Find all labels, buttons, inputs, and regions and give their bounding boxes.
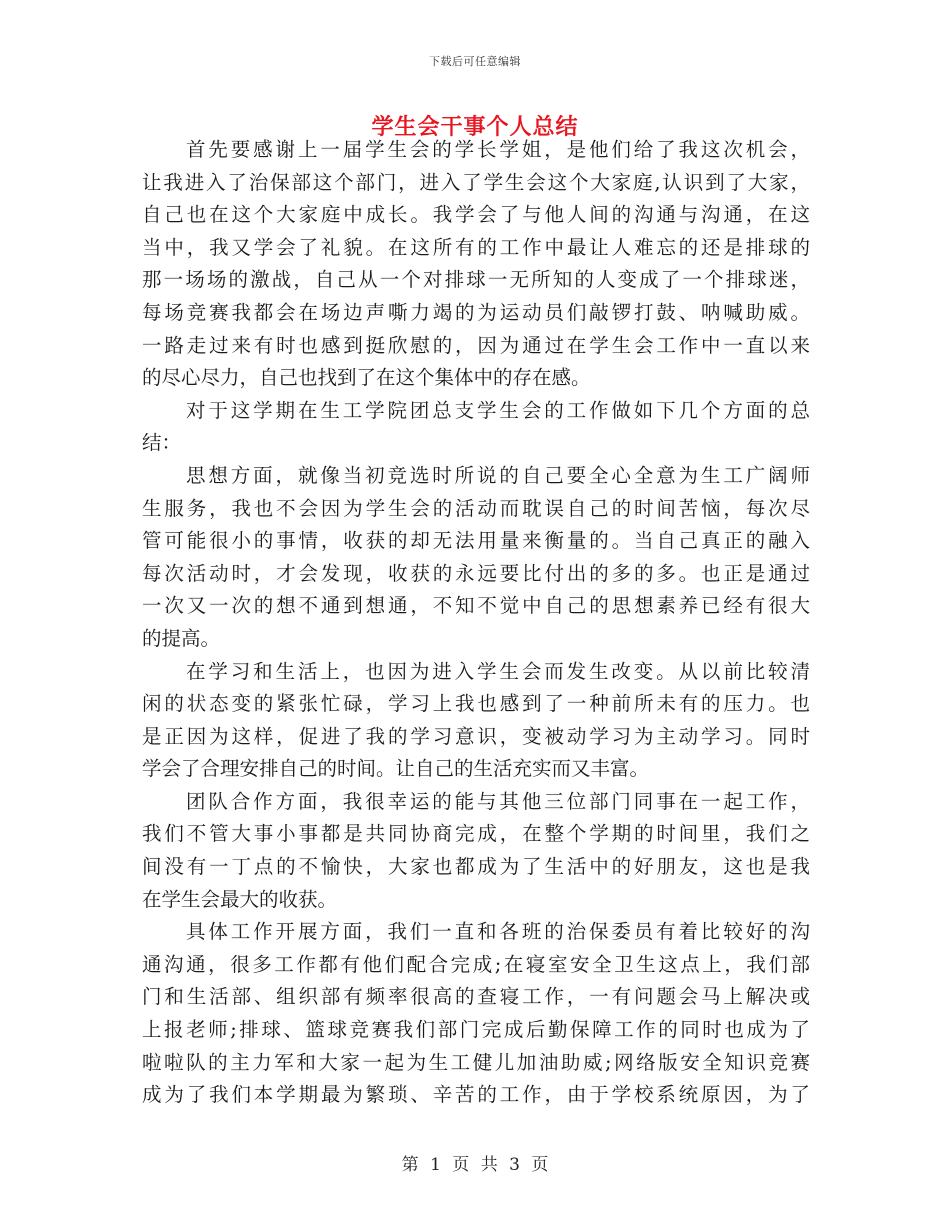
text-line: 间没有一丁点的不愉快，大家也都成为了生活中的好朋友，这也是我 bbox=[142, 855, 810, 879]
text-line: 门和生活部、组织部有频率很高的查寝工作，一有问题会马上解决或 bbox=[142, 985, 810, 1009]
text-line: 让我进入了治保部这个部门，进入了学生会这个大家庭,认识到了大家， bbox=[142, 170, 810, 194]
text-line: 啦啦队的主力军和大家一起为生工健儿加油助威;网络版安全知识竞赛 bbox=[142, 1050, 810, 1074]
header-note: 下载后可任意编辑 bbox=[429, 55, 521, 68]
text-line: 管可能很小的事情，收获的却无法用量来衡量的。当自己真正的融入 bbox=[142, 529, 810, 553]
text-line: 结： bbox=[142, 431, 182, 455]
text-line: 每次活动时，才会发现，收获的永远要比付出的多的多。也正是通过 bbox=[142, 561, 810, 585]
text-line: 上报老师;排球、篮球竞赛我们部门完成后勤保障工作的同时也成为了 bbox=[142, 1018, 810, 1042]
page-number-footer: 第 1 页 共 3 页 bbox=[401, 1155, 549, 1175]
text-line: 成为了我们本学期最为繁琐、辛苦的工作，由于学校系统原因，为了 bbox=[142, 1083, 810, 1107]
text-line: 我们不管大事小事都是共同协商完成，在整个学期的时间里，我们之 bbox=[142, 822, 810, 846]
text-line: 一次又一次的想不通到想通，不知不觉中自己的思想素养已经有很大 bbox=[142, 594, 810, 618]
text-line: 一路走过来有时也感到挺欣慰的，因为通过在学生会工作中一直以来 bbox=[142, 333, 810, 357]
text-line: 是正因为这样，促进了我的学习意识，变被动学习为主动学习。同时 bbox=[142, 724, 810, 748]
text-line: 在学生会最大的收获。 bbox=[142, 887, 338, 911]
text-line: 的提高。 bbox=[142, 626, 221, 650]
text-line: 对于这学期在生工学院团总支学生会的工作做如下几个方面的总 bbox=[186, 398, 810, 422]
text-line: 首先要感谢上一届学生会的学长学姐，是他们给了我这次机会， bbox=[186, 138, 810, 161]
text-line: 在学习和生活上，也因为进入学生会而发生改变。从以前比较清 bbox=[186, 659, 810, 683]
text-line: 生服务，我也不会因为学生会的活动而耽误自己的时间苦恼，每次尽 bbox=[142, 496, 810, 520]
text-line: 的尽心尽力，自己也找到了在这个集体中的存在感。 bbox=[142, 366, 591, 390]
document-title: 学生会干事个人总结 bbox=[371, 115, 579, 140]
document-body bbox=[142, 134, 810, 1112]
text-line: 思想方面，就像当初竞选时所说的自己要全心全意为生工广阔师 bbox=[186, 463, 810, 487]
text-line: 当中，我又学会了礼貌。在这所有的工作中最让人难忘的还是排球的 bbox=[142, 235, 810, 259]
text-line: 闲的状态变的紧张忙碌，学习上我也感到了一种前所未有的压力。也 bbox=[142, 692, 810, 716]
text-line: 自己也在这个大家庭中成长。我学会了与他人间的沟通与沟通，在这 bbox=[142, 203, 810, 227]
text-line: 通沟通，很多工作都有他们配合完成;在寝室安全卫生这点上，我们部 bbox=[142, 952, 810, 976]
text-line: 团队合作方面，我很幸运的能与其他三位部门同事在一起工作， bbox=[186, 789, 810, 813]
text-line: 具体工作开展方面，我们一直和各班的治保委员有着比较好的沟 bbox=[186, 920, 810, 944]
text-line: 每场竞赛我都会在场边声嘶力竭的为运动员们敲锣打鼓、呐喊助威。 bbox=[142, 300, 810, 324]
text-line: 学会了合理安排自己的时间。让自己的生活充实而又丰富。 bbox=[142, 757, 650, 781]
text-line: 那一场场的激战，自己从一个对排球一无所知的人变成了一个排球迷， bbox=[142, 268, 810, 292]
